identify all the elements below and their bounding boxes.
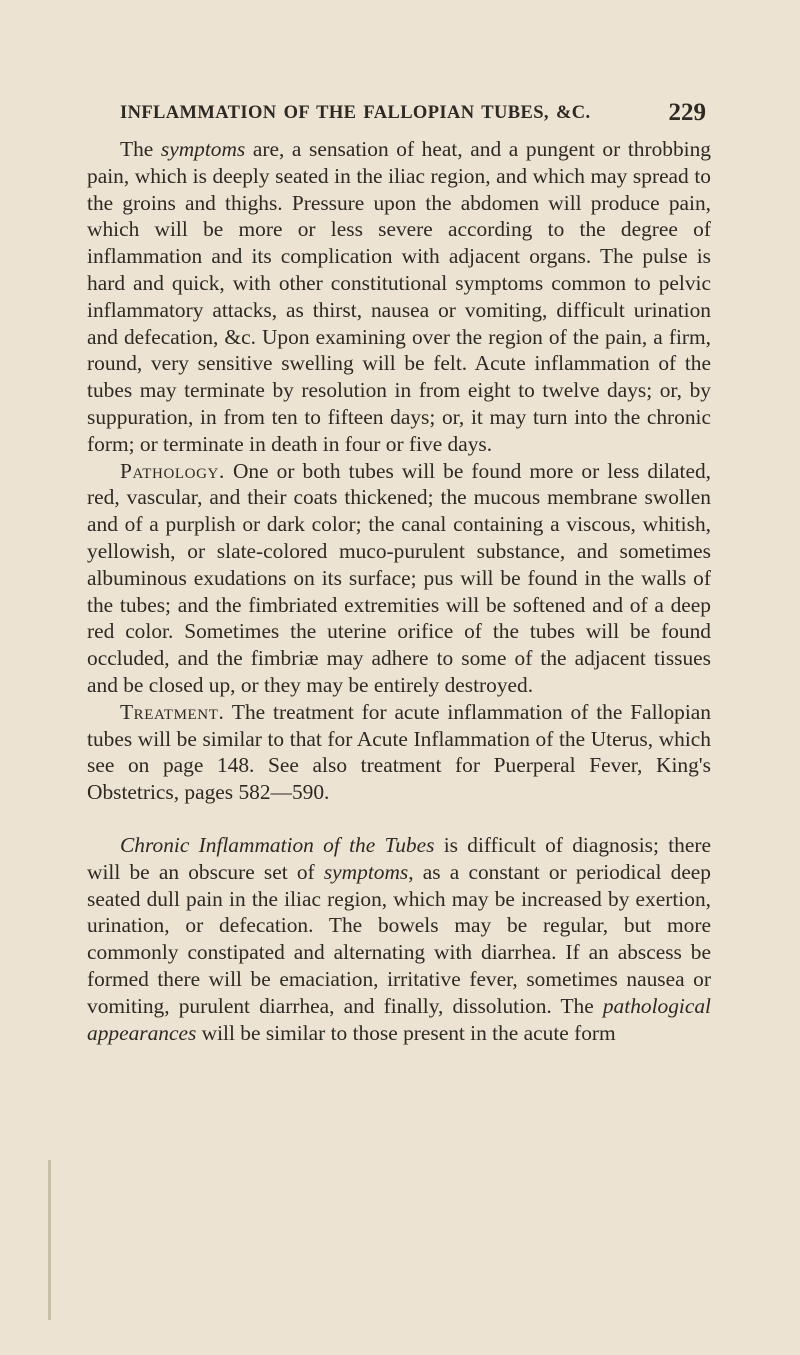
chronic-term-pathological: pathological appearances <box>87 993 711 1045</box>
chronic-text-3: will be similar to those present in the acute form <box>196 1020 616 1045</box>
treatment-text: The treatment for acute inflammation of the Fallopian tubes will be similar to that for Acute Inflammation of the Uterus, which see on page 148. See also treatment for Puerperal Fever, King's Obstetrics, pages 582—590. <box>87 699 711 805</box>
page-edge-shadow <box>48 1160 51 1320</box>
pathology-heading: Pathology. <box>120 458 225 483</box>
page-number: 229 <box>668 99 706 126</box>
chronic-term-symptoms: symptoms <box>323 859 409 884</box>
chronic-text-2: , as a constant or periodical deep seated dull pain in the iliac region, which may be increased by exertion, urination, or defecation. The bowels may be regular, but more commonly constipated and alternating with diarrhea. If an abscess be formed there will be emaciation, irritative fever, sometimes nausea or vomiting, purulent diarrhea, and finally, dissolution. The <box>87 859 711 1018</box>
paragraph-symptoms <box>87 136 711 458</box>
symptoms-term: symptoms <box>160 137 246 161</box>
paragraph-treatment <box>87 699 711 806</box>
treatment-heading: Treatment. <box>120 699 225 724</box>
chronic-title: Chronic Inflammation of the Tubes <box>120 832 435 857</box>
running-head <box>120 99 706 133</box>
paragraph-pathology <box>87 458 711 699</box>
paragraph-chronic <box>87 832 711 1046</box>
running-head-title: INFLAMMATION OF THE FALLOPIAN TUBES, &C. <box>120 103 591 123</box>
pathology-text: One or both tubes will be found more or less dilated, red, vascular, and their coats thickened; the mucous membrane swollen and of a purplish or dark color; the canal containing a viscous, whitish, yellowish, or slate-colored muco-purulent substance, and sometimes albuminous exudations on its surface; pus will be found in the walls of the tubes; and the fimbriated extremities will be softened and of a deep red color. Sometimes the uterine orifice of the tubes will be found occluded, and the fimbriæ may adhere to some of the adjacent tissues and be closed up, or they may be entirely destroyed. <box>87 458 711 697</box>
body-text <box>87 136 711 1046</box>
symptoms-lead: The <box>120 137 161 161</box>
chronic-text-1: is difficult of diagnosis; there will be an obscure set of <box>87 832 711 884</box>
symptoms-text: are, a sensation of heat, and a pungent or throbbing pain, which is deeply seated in the iliac region, and which may spread to the groins and thighs. Pressure upon the abdomen will produce pain, which will be more or less severe according to the degree of inflammation and its complication with adjacent organs. The pulse is hard and quick, with other constitutional symptoms common to pelvic inflammatory attacks, as thirst, nausea or vomiting, difficult urination and defecation, &c. Upon examining over the region of the pain, a firm, round, very sensitive swelling will be felt. Acute inflammation of the tubes may terminate by resolution in from eight to twelve days; or, by suppuration, in from ten to fifteen days; or, it may turn into the chronic form; or terminate in death in four or five days. <box>87 137 712 456</box>
